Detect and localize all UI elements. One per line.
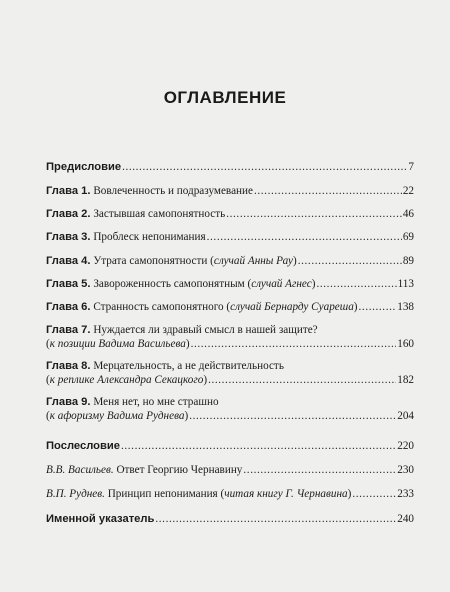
toc-entry-afterword[interactable]	[46, 439, 414, 453]
toc-entry-paren: )	[185, 338, 190, 350]
toc-entry-label: Глава 6.	[46, 301, 91, 313]
leader-dots	[359, 300, 397, 314]
toc-entry-paren: (	[46, 374, 50, 386]
toc-entry-vasiliev[interactable]	[46, 463, 414, 477]
toc-entry-label: Глава 4.	[46, 255, 91, 267]
toc-entry-page: 160	[397, 338, 414, 350]
toc-entry-page: 182	[397, 374, 414, 386]
toc-entry-page: 233	[397, 488, 414, 500]
toc-entry-page: 89	[402, 255, 414, 267]
leader-dots	[254, 184, 402, 198]
leader-dots	[243, 463, 396, 477]
leader-dots	[352, 487, 396, 501]
toc-entry-page: 204	[397, 410, 414, 422]
toc-entry-title: Ответ Георгию Чернавину	[116, 464, 243, 476]
toc-entry-paren: )	[353, 301, 358, 313]
toc-entry-paren: )	[311, 278, 316, 290]
toc-entry-label: Глава 8.	[46, 360, 91, 372]
toc-entry-label: Глава 3.	[46, 231, 91, 243]
toc-entry-label: Глава 5.	[46, 278, 91, 290]
toc-entry-author: В.П. Руднев.	[46, 488, 105, 500]
toc-entry-page: 69	[402, 231, 414, 243]
toc-entry-chapter-4[interactable]	[46, 254, 414, 268]
toc-entry-subtitle: к афоризму Вадима Руднева	[49, 410, 185, 422]
leader-dots	[121, 439, 396, 453]
toc-entry-title: Мерцательность, а не действительность	[93, 360, 284, 372]
toc-entry-page: 46	[402, 208, 414, 220]
toc-entry-page: 220	[397, 440, 414, 452]
toc-entry-paren: )	[293, 255, 297, 267]
toc-entry-subtitle: случай Бернарду Суареша	[230, 301, 354, 313]
toc-entry-page: 22	[402, 185, 414, 197]
toc-entry-title: Меня нет, но мне страшно	[93, 396, 219, 408]
leader-dots	[298, 254, 402, 268]
leader-dots	[226, 207, 402, 221]
toc-entry-title: Принцип непонимания (	[107, 488, 225, 500]
toc-entry-paren: )	[203, 374, 208, 386]
toc-entry-chapter-1[interactable]	[46, 184, 414, 198]
toc-entry-chapter-9[interactable]	[46, 395, 414, 423]
leader-dots	[189, 409, 396, 423]
toc-entry-subtitle: случай Анны Рау	[213, 255, 293, 267]
toc-entry-subtitle: случай Агнес	[251, 278, 312, 290]
toc-entry-label: Именной указатель	[46, 513, 155, 525]
toc-entry-page: 240	[397, 513, 414, 525]
toc-entry-name-index[interactable]	[46, 512, 414, 526]
toc-entry-paren: )	[184, 410, 189, 422]
toc-entry-title: Застывшая самопонятность	[93, 208, 226, 220]
toc-entry-chapter-6[interactable]	[46, 300, 414, 314]
leader-dots	[155, 512, 396, 526]
toc-entry-label: Глава 2.	[46, 208, 91, 220]
toc-entry-label: Послесловие	[46, 440, 120, 452]
toc-entry-subtitle: читая книгу Г. Чернавина	[224, 488, 348, 500]
toc-entry-chapter-3[interactable]	[46, 230, 414, 244]
toc-entry-chapter-7[interactable]	[46, 323, 414, 351]
toc-entry-chapter-2[interactable]	[46, 207, 414, 221]
page-title: ОГЛАВЛЕНИЕ	[163, 88, 287, 107]
toc-entry-label: Глава 9.	[46, 396, 91, 408]
toc-entry-label: Глава 1.	[46, 185, 91, 197]
toc-entry-paren: (	[46, 410, 50, 422]
toc-entry-label: Предисловие	[46, 161, 122, 173]
toc-entry-paren: (	[46, 338, 50, 350]
toc-entry-page: 138	[397, 301, 414, 313]
toc-entry-title: Нуждается ли здравый смысл в нашей защите?	[93, 324, 318, 336]
toc-entry-chapter-8[interactable]	[46, 359, 414, 387]
leader-dots	[208, 373, 396, 387]
toc-entry-subtitle: к позиции Вадима Васильева	[49, 338, 186, 350]
toc-entry-chapter-5[interactable]	[46, 277, 414, 291]
toc-entry-title: Странность самопонятного (	[93, 301, 231, 313]
toc-entry-page: 7	[408, 161, 414, 173]
leader-dots	[191, 337, 397, 351]
leader-dots	[122, 160, 407, 174]
toc-entry-rudnev[interactable]	[46, 487, 414, 501]
toc-entry-title: Утрата самопонятности (	[93, 255, 214, 267]
toc-entry-author: В.В. Васильев.	[46, 464, 114, 476]
toc-entry-paren: )	[347, 488, 352, 500]
toc-entry-subtitle: к реплике Александра Секацкого	[49, 374, 204, 386]
toc-entry-preface[interactable]	[46, 160, 414, 174]
toc-entry-label: Глава 7.	[46, 324, 91, 336]
toc-entry-page: 113	[397, 278, 414, 290]
toc-entry-title: Завороженность самопонятным (	[93, 278, 252, 290]
toc-entry-title: Вовлеченность и подразумевание	[93, 185, 253, 197]
leader-dots	[316, 277, 396, 291]
toc-entry-page: 230	[397, 464, 414, 476]
leader-dots	[207, 230, 402, 244]
toc-entry-title: Проблеск непонимания	[93, 231, 206, 243]
